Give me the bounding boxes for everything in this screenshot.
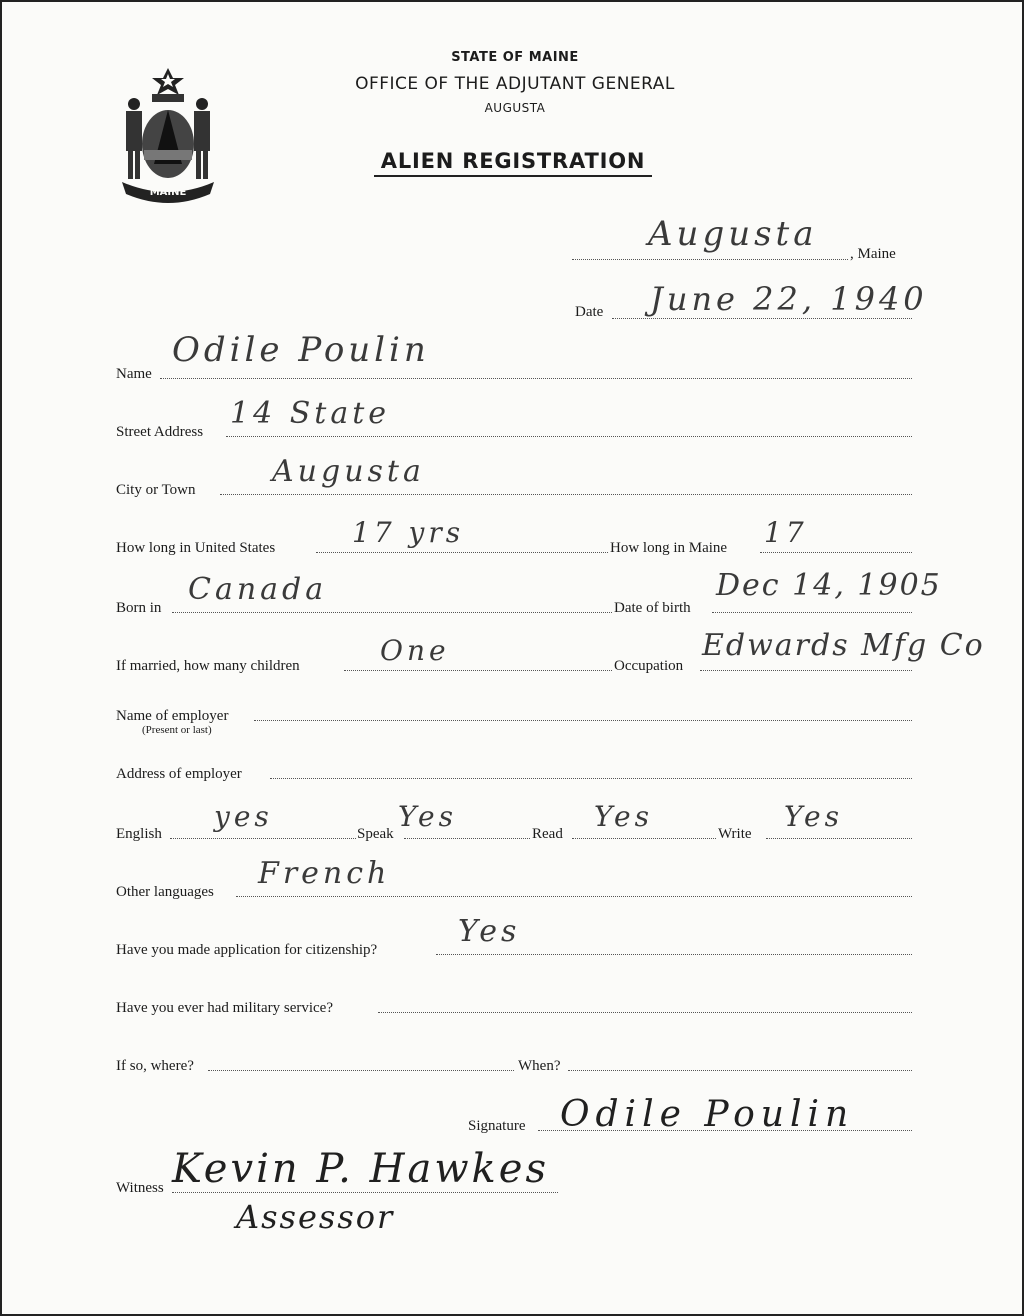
employer-line[interactable]	[254, 720, 912, 721]
city-value[interactable]: Augusta	[272, 454, 425, 489]
children-line	[344, 670, 612, 671]
english-line	[170, 838, 356, 839]
write-line	[766, 838, 912, 839]
date-label: Date	[575, 304, 604, 320]
city-label: City or Town	[116, 482, 196, 498]
read-label: Read	[532, 826, 563, 842]
dob-value[interactable]: Dec 14, 1905	[716, 568, 942, 603]
where-line[interactable]	[208, 1070, 514, 1071]
employer-sublabel: (Present or last)	[142, 724, 212, 736]
state-heading: STATE OF MAINE	[451, 50, 579, 65]
other-languages-value[interactable]: French	[258, 856, 391, 891]
name-value[interactable]: Odile Poulin	[172, 330, 430, 370]
years-maine-value[interactable]: 17	[764, 516, 808, 549]
street-label: Street Address	[116, 424, 204, 440]
citizenship-value[interactable]: Yes	[458, 914, 521, 949]
dob-label: Date of birth	[614, 600, 691, 616]
military-label: Have you ever had military service?	[116, 1000, 333, 1016]
office-heading: OFFICE OF THE ADJUTANT GENERAL	[355, 74, 675, 94]
children-value[interactable]: One	[380, 634, 450, 667]
employer-address-line[interactable]	[270, 778, 912, 779]
name-line	[160, 378, 912, 379]
svg-text:MAINE: MAINE	[149, 187, 187, 198]
speak-line	[404, 838, 530, 839]
street-value[interactable]: 14 State	[230, 396, 391, 431]
years-us-label: How long in United States	[116, 540, 276, 556]
city-line	[220, 494, 912, 495]
when-label: When?	[518, 1058, 561, 1074]
place-value[interactable]: Augusta	[648, 214, 818, 254]
witness-label: Witness	[116, 1180, 164, 1196]
english-label: English	[116, 826, 162, 842]
speak-label: Speak	[357, 826, 394, 842]
occupation-line	[700, 670, 912, 671]
military-line[interactable]	[378, 1012, 912, 1013]
dob-line	[712, 612, 912, 613]
write-value[interactable]: Yes	[784, 800, 843, 833]
occupation-value[interactable]: Edwards Mfg Co	[702, 628, 985, 663]
born-in-line	[172, 612, 612, 613]
citizenship-label: Have you made application for citizenship?	[116, 942, 378, 958]
other-languages-line	[236, 896, 912, 897]
years-maine-label: How long in Maine	[610, 540, 728, 556]
children-label: If married, how many children	[116, 658, 300, 674]
place-suffix: , Maine	[850, 246, 896, 262]
citizenship-line	[436, 954, 912, 955]
years-maine-line	[760, 552, 912, 553]
date-line	[612, 318, 912, 319]
read-line	[572, 838, 716, 839]
years-us-value[interactable]: 17 yrs	[352, 516, 465, 549]
signature-value[interactable]: Odile Poulin	[560, 1094, 855, 1135]
born-in-value[interactable]: Canada	[188, 572, 328, 607]
witness-title: Assessor	[236, 1198, 395, 1236]
speak-value[interactable]: Yes	[398, 800, 457, 833]
street-line	[226, 436, 912, 437]
born-in-label: Born in	[116, 600, 162, 616]
signature-label: Signature	[468, 1118, 526, 1134]
where-label: If so, where?	[116, 1058, 194, 1074]
english-value[interactable]: yes	[214, 800, 273, 833]
write-label: Write	[718, 826, 752, 842]
employer-label: Name of employer	[116, 708, 229, 724]
other-languages-label: Other languages	[116, 884, 214, 900]
when-line[interactable]	[568, 1070, 912, 1071]
read-value[interactable]: Yes	[594, 800, 653, 833]
form-title: ALIEN REGISTRATION	[374, 149, 652, 177]
city-heading: AUGUSTA	[484, 101, 546, 115]
occupation-label: Occupation	[614, 658, 684, 674]
witness-line	[172, 1192, 558, 1193]
years-us-line	[316, 552, 608, 553]
date-value[interactable]: June 22, 1940	[650, 280, 928, 318]
name-label: Name	[116, 366, 152, 382]
place-line	[572, 259, 848, 260]
employer-address-label: Address of employer	[116, 766, 242, 782]
witness-signature[interactable]: Kevin P. Hawkes	[172, 1146, 549, 1192]
